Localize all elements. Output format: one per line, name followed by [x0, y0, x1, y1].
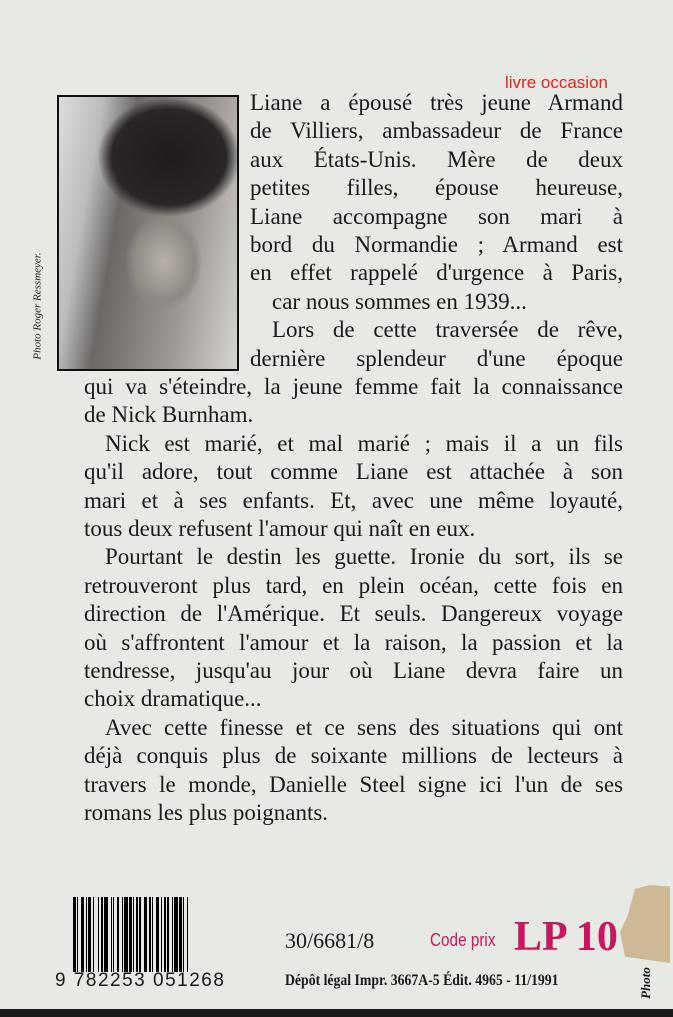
blurb-line: bord du Normandie ; Armand est	[250, 232, 623, 257]
blurb-line: qui va s'éteindre, la jeune femme fait la connaissance	[84, 374, 623, 399]
price-code: LP 10	[514, 914, 618, 960]
blurb-line: dernière splendeur d'une époque	[250, 345, 623, 371]
blurb-line: car nous sommes en 1939...	[272, 288, 527, 314]
blurb-line: Pourtant le destin les guette. Ironie du sort, ils se	[105, 544, 623, 570]
blurb-line: tous deux refusent l'amour qui naît en eux.	[84, 516, 476, 541]
blurb-line: Liane accompagne son mari à	[250, 203, 623, 229]
blurb-line: travers le monde, Danielle Steel signe ici l'un de ses	[84, 771, 623, 797]
blurb-line: retrouveront plus tard, en plein océan, cette fois en	[84, 572, 623, 598]
isbn-number: 9 782253 051268	[55, 970, 226, 991]
blurb-line: en effet rappelé d'urgence à Paris,	[250, 260, 623, 286]
depot-legal: Dépôt légal Impr. 3667A-5 Édit. 4965 - 11/1991	[285, 972, 559, 989]
blurb-line: romans les plus poignants.	[84, 800, 329, 825]
barcode	[73, 897, 251, 972]
blurb-line: de Nick Burnham.	[84, 402, 254, 428]
blurb-line: Avec cette finesse et ce sens des situations qui ont	[105, 714, 623, 740]
blurb-line: Liane a épousé très jeune Armand	[250, 90, 623, 115]
blurb-line: direction de l'Amérique. Et seuls. Dangereux voyage	[84, 601, 623, 627]
blurb-line: où s'affrontent l'amour et la raison, la passion et la	[84, 629, 623, 655]
blurb-line: de Villiers, ambassadeur de France	[250, 118, 623, 144]
author-photo	[57, 95, 239, 371]
watermark-livre-occasion: livre occasion	[505, 73, 608, 92]
blurb-line: mari et à ses enfants. Et, avec une même loyauté,	[84, 487, 623, 513]
photo-credit: Photo Roger Ressmeyer.	[31, 252, 44, 360]
blurb-line: petites filles, épouse heureuse,	[250, 175, 623, 201]
bottom-edge	[0, 1009, 673, 1017]
blurb-line: choix dramatique...	[84, 686, 262, 712]
torn-sticker	[620, 885, 670, 963]
side-photo-credit: Photo	[637, 967, 653, 999]
reference-code: 30/6681/8	[285, 928, 375, 953]
blurb-line: Nick est marié, et mal marié ; mais il a un fils	[105, 430, 623, 456]
blurb-line: déjà conquis plus de soixante millions de lecteurs à	[84, 743, 623, 769]
blurb-line: tendresse, jusqu'au jour où Liane devra faire un	[84, 658, 623, 683]
blurb-line: qu'il adore, tout comme Liane est attachée à son	[84, 459, 623, 485]
barcode-bar	[187, 897, 188, 972]
blurb-line: aux États-Unis. Mère de deux	[250, 146, 623, 172]
code-prix-label: Code prix	[430, 930, 496, 950]
blurb-line: Lors de cette traversée de rêve,	[272, 317, 623, 343]
